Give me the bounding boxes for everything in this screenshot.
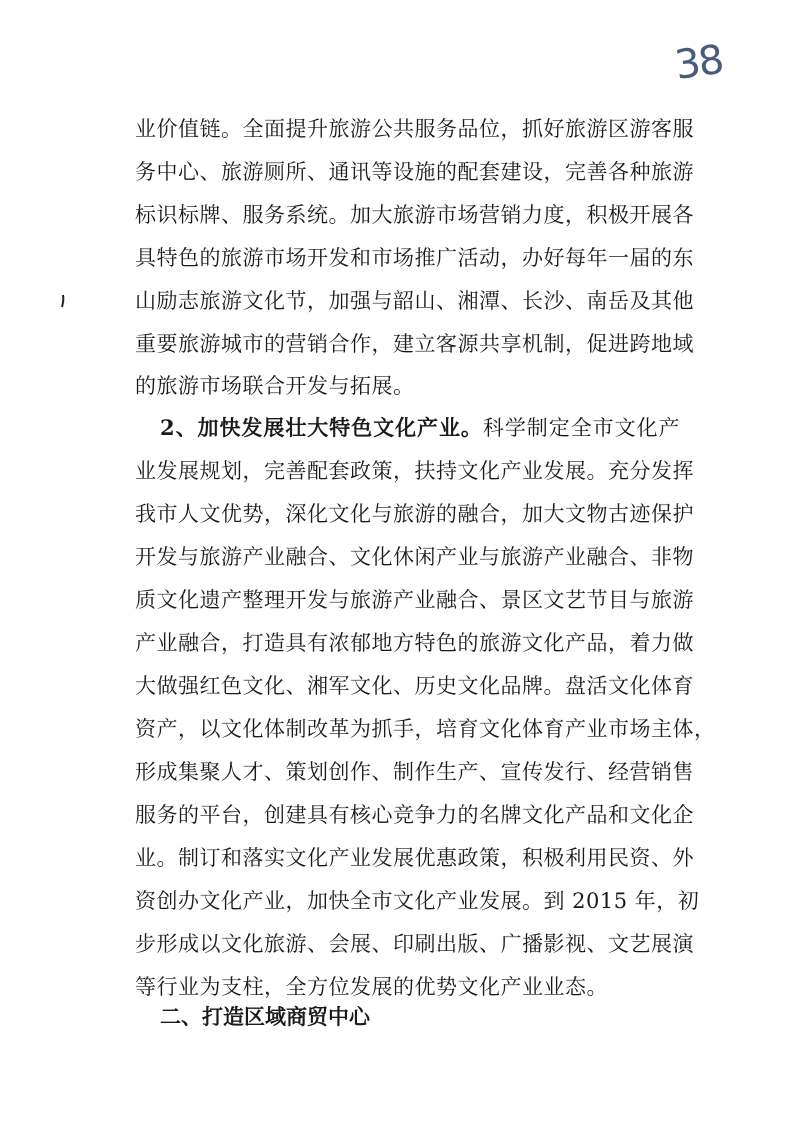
paragraph-1-line: 重要旅游城市的营销合作，建立客源共享机制，促进跨地域 [135,332,694,356]
paragraph-2-bold-lead: 2、加快发展壮大特色文化产业。 [160,415,483,440]
paragraph-2-line: 等行业为支柱，全方位发展的优势文化产业业态。 [135,975,608,999]
handwritten-page-number: 38 [672,36,726,89]
paragraph-1-line: 山励志旅游文化节，加强与韶山、湘潭、长沙、南岳及其他 [135,289,694,313]
paragraph-2-line: 我市人文优势，深化文化与旅游的融合，加大文物古迹保护 [135,502,694,526]
paragraph-2-line: 形成集聚人才、策划创作、制作生产、宣传发行、经营销售 [135,760,694,784]
paragraph-1-line: 标识标牌、服务系统。加大旅游市场营销力度，积极开展各 [135,203,694,227]
paragraph-1-line: 的旅游市场联合开发与拓展。 [135,374,415,398]
paragraph-2-line: 服务的平台，创建具有核心竞争力的名牌文化产品和文化企 [135,803,694,827]
paragraph-2-line: 产业融合，打造具有浓郁地方特色的旅游文化产品，着力做 [135,631,694,655]
paragraph-2-line: 开发与旅游产业融合、文化休闲产业与旅游产业融合、非物 [135,545,694,569]
paragraph-2-line: 大做强红色文化、湘军文化、历史文化品牌。盘活文化体育 [135,674,694,698]
paragraph-2-first-line-rest: 科学制定全市文化产 [482,416,680,440]
stray-mark [60,294,66,308]
paragraph-1-line: 务中心、旅游厕所、通讯等设施的配套建设，完善各种旅游 [135,160,694,184]
paragraph-2-line: 业发展规划，完善配套政策，扶持文化产业发展。充分发挥 [135,459,694,483]
paragraph-2-line: 质文化遗产整理开发与旅游产业融合、景区文艺节目与旅游 [135,588,694,612]
paragraph-2-line: 资创办文化产业，加快全市文化产业发展。到 2015 年，初 [135,889,700,913]
paragraph-1-line: 具特色的旅游市场开发和市场推广活动，办好每年一届的东 [135,246,694,270]
paragraph-2-line: 步形成以文化旅游、会展、印刷出版、广播影视、文艺展演 [135,932,694,956]
paragraph-2-line: 资产，以文化体制改革为抓手，培育文化体育产业市场主体， [135,717,716,741]
paragraph-2-first-line [160,412,680,444]
paragraph-1-line: 业价值链。全面提升旅游公共服务品位，抓好旅游区游客服 [135,117,694,141]
section-heading: 二、打造区域商贸中心 [160,1005,370,1029]
paragraph-2-line: 业。制订和落实文化产业发展优惠政策，积极利用民资、外 [135,846,694,870]
